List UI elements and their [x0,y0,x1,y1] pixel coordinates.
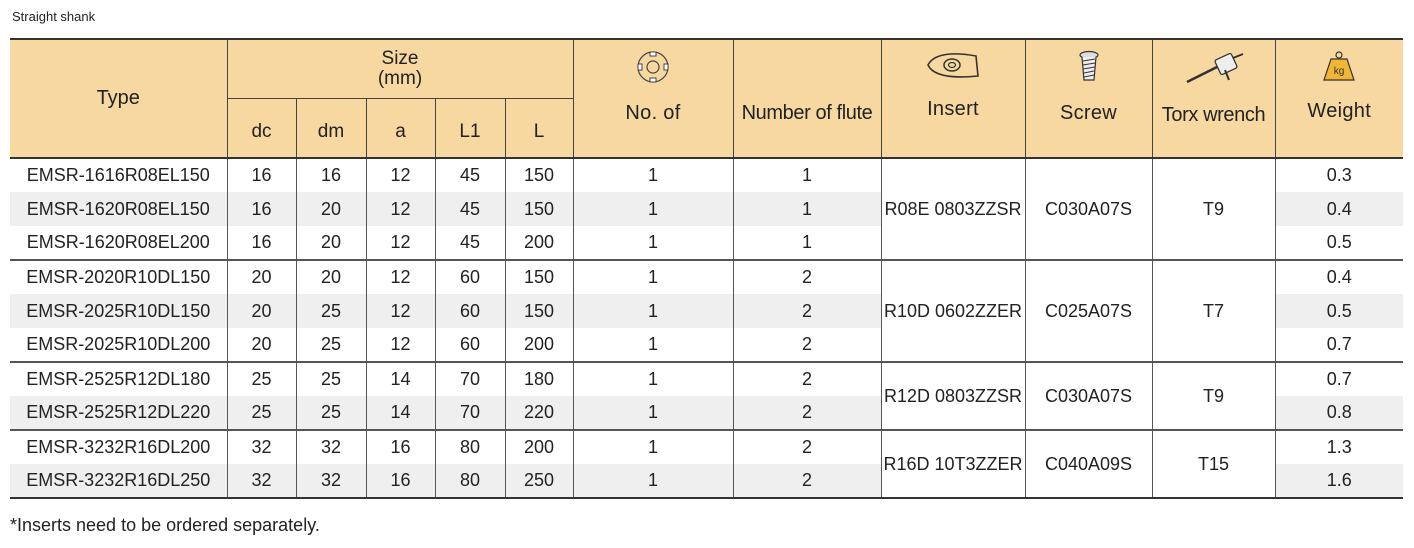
cell-dc: 16 [227,226,296,260]
screw-label: Screw [1059,102,1118,124]
cell-dm: 25 [296,396,366,430]
cell-l1: 45 [435,192,505,226]
insert-label: Insert [927,98,979,120]
cell-flute: 2 [733,328,881,362]
cell-l1: 60 [435,328,505,362]
cell-weight: 0.3 [1275,158,1403,192]
col-header-screw [1025,39,1152,158]
cell-weight: 0.7 [1275,362,1403,396]
cell-dm: 20 [296,226,366,260]
table-caption: Straight shank [12,9,96,24]
cell-l: 150 [505,192,573,226]
size-header-label: Size [381,47,419,69]
table-row [10,260,1403,294]
cell-dc: 32 [227,430,296,464]
cell-a: 16 [366,464,435,498]
screw-icon [1026,50,1152,84]
col-header-l1: L1 [435,98,505,158]
cell-type: EMSR-2025R10DL150 [10,294,227,328]
cell-l1: 70 [435,362,505,396]
col-header-torx [1152,39,1275,158]
cell-a: 12 [366,192,435,226]
cell-flute: 2 [733,396,881,430]
cell-type: EMSR-2025R10DL200 [10,328,227,362]
cell-dc: 16 [227,158,296,192]
cell-dm: 20 [296,192,366,226]
cell-torx: T7 [1152,260,1275,362]
cell-no-of: 1 [573,294,733,328]
cell-weight: 1.3 [1275,430,1403,464]
cell-a: 14 [366,362,435,396]
cell-type: EMSR-1620R08EL150 [10,192,227,226]
cell-dm: 32 [296,430,366,464]
col-header-flute [733,39,881,158]
cell-a: 12 [366,226,435,260]
cell-type: EMSR-2525R12DL180 [10,362,227,396]
col-header-weight [1275,39,1403,158]
cell-dc: 20 [227,294,296,328]
cell-l: 250 [505,464,573,498]
cell-no-of: 1 [573,192,733,226]
cell-flute: 2 [733,464,881,498]
cell-dc: 16 [227,192,296,226]
weight-icon-text: kg [1333,66,1345,77]
table-row [10,430,1403,464]
cell-flute: 2 [733,294,881,328]
cell-weight: 0.8 [1275,396,1403,430]
cell-dm: 25 [296,294,366,328]
footnote: *Inserts need to be ordered separately. [10,515,320,535]
cell-weight: 0.4 [1275,192,1403,226]
cell-dc: 25 [227,396,296,430]
table-row [10,158,1403,192]
cell-l: 150 [505,294,573,328]
cell-no-of: 1 [573,260,733,294]
cell-l1: 80 [435,464,505,498]
cell-flute: 1 [733,226,881,260]
cell-dm: 20 [296,260,366,294]
cell-l: 200 [505,226,573,260]
cell-screw: C030A07S [1025,362,1152,430]
table-row [10,362,1403,396]
cell-no-of: 1 [573,464,733,498]
cell-screw: C040A09S [1025,430,1152,498]
cell-l: 200 [505,328,573,362]
cell-no-of: 1 [573,158,733,192]
cell-torx: T9 [1152,362,1275,430]
cell-l1: 60 [435,294,505,328]
cell-no-of: 1 [573,362,733,396]
cell-type: EMSR-2020R10DL150 [10,260,227,294]
cell-insert: R16D 10T3ZZER [881,430,1025,498]
cell-screw: C030A07S [1025,158,1152,260]
cell-l1: 70 [435,396,505,430]
cell-dc: 20 [227,328,296,362]
weight-label: Weight [1307,100,1372,122]
cell-weight: 0.7 [1275,328,1403,362]
cell-l1: 45 [435,158,505,192]
cell-screw: C025A07S [1025,260,1152,362]
cell-insert: R12D 0803ZZSR [881,362,1025,430]
cell-l: 220 [505,396,573,430]
cell-flute: 2 [733,260,881,294]
cell-no-of: 1 [573,328,733,362]
table-body [10,158,1403,498]
cell-weight: 0.4 [1275,260,1403,294]
col-header-type: Type [10,39,227,158]
no-of-label: No. of [625,102,681,124]
cell-a: 16 [366,430,435,464]
col-header-dc: dc [227,98,296,158]
specification-table [10,38,1403,499]
cell-a: 12 [366,158,435,192]
cell-l: 200 [505,430,573,464]
cell-weight: 0.5 [1275,294,1403,328]
cell-flute: 1 [733,158,881,192]
cell-l: 150 [505,260,573,294]
cell-dm: 25 [296,362,366,396]
cell-weight: 0.5 [1275,226,1403,260]
cell-a: 12 [366,260,435,294]
col-header-dm: dm [296,98,366,158]
torx-wrench-icon [1153,50,1275,86]
cell-type: EMSR-2525R12DL220 [10,396,227,430]
cell-dc: 25 [227,362,296,396]
cell-type: EMSR-3232R16DL200 [10,430,227,464]
cell-l1: 60 [435,260,505,294]
cell-type: EMSR-3232R16DL250 [10,464,227,498]
cell-l1: 80 [435,430,505,464]
weight-kg-icon [1276,50,1404,82]
col-header-no-of [573,39,733,158]
cell-dm: 25 [296,328,366,362]
cell-dc: 20 [227,260,296,294]
insert-pocket-icon [574,50,733,84]
flute-label: Number of flute [741,102,873,124]
cell-insert: R10D 0602ZZER [881,260,1025,362]
cell-l: 180 [505,362,573,396]
col-header-size [227,39,573,98]
cell-type: EMSR-1616R08EL150 [10,158,227,192]
cell-a: 12 [366,294,435,328]
cell-no-of: 1 [573,396,733,430]
torx-label: Torx wrench [1161,104,1266,126]
size-header-unit: (mm) [377,67,423,89]
cell-insert: R08E 0803ZZSR [881,158,1025,260]
cell-l1: 45 [435,226,505,260]
cell-l: 150 [505,158,573,192]
col-header-a: a [366,98,435,158]
cell-flute: 1 [733,192,881,226]
cell-flute: 2 [733,430,881,464]
cell-a: 12 [366,328,435,362]
cell-torx: T9 [1152,158,1275,260]
cell-dm: 32 [296,464,366,498]
cell-no-of: 1 [573,226,733,260]
col-header-insert [881,39,1025,158]
cell-dc: 32 [227,464,296,498]
cell-torx: T15 [1152,430,1275,498]
cell-weight: 1.6 [1275,464,1403,498]
col-header-l: L [505,98,573,158]
cell-flute: 2 [733,362,881,396]
insert-icon [882,50,1025,80]
cell-no-of: 1 [573,430,733,464]
cell-type: EMSR-1620R08EL200 [10,226,227,260]
cell-dm: 16 [296,158,366,192]
cell-a: 14 [366,396,435,430]
